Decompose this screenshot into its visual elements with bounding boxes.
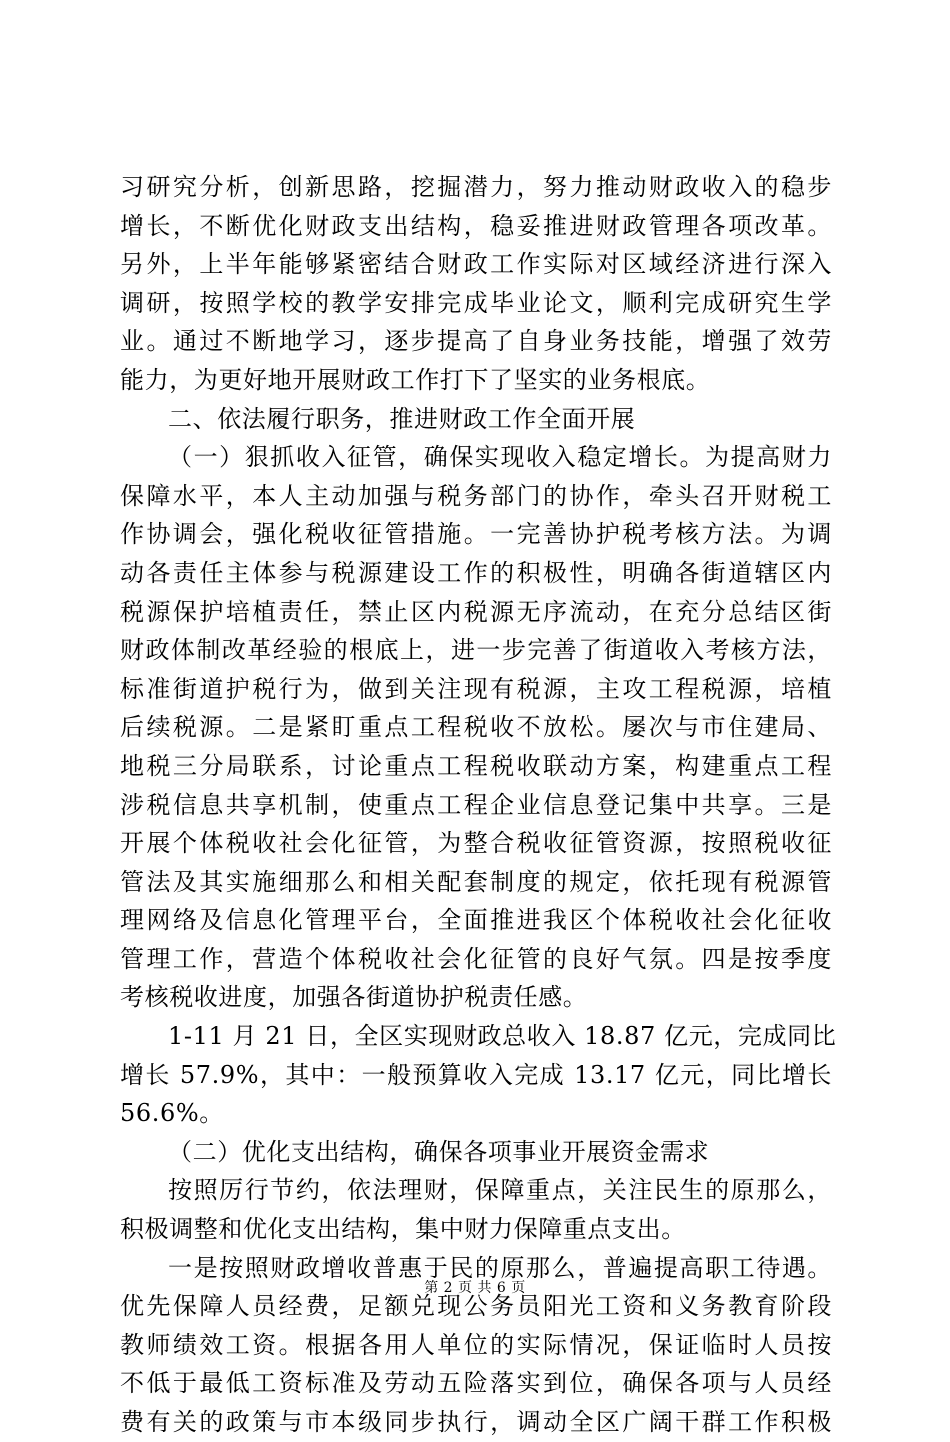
body-line: 能力，为更好地开展财政工作打下了坚实的业务根底。 [120, 365, 711, 394]
page-number-footer: 第 2 页 共 6 页 [424, 1280, 526, 1296]
body-line: 考核税收进度，加强各街道协护税责任感。 [120, 983, 588, 1012]
body-line: 优先保障人员经费，足额兑现公务员阳光工资和义务教育阶段 [120, 1292, 832, 1321]
body-line: 教师绩效工资。根据各用人单位的实际情况，保证临时人员按 [120, 1330, 832, 1359]
body-line: 一是按照财政增收普惠于民的原那么，普遍提高职工待遇。 [168, 1253, 832, 1282]
subsection-heading: （二）优化支出结构，确保各项事业开展资金需求 [168, 1137, 710, 1166]
body-line: 按照厉行节约，依法理财，保障重点，关注民生的原那么， [168, 1176, 832, 1205]
body-line: 保障水平，本人主动加强与税务部门的协作，牵头召开财税工 [120, 481, 832, 510]
body-line: 另外，上半年能够紧密结合财政工作实际对区域经济进行深入 [120, 250, 832, 279]
body-line: 开展个体税收社会化征管，为整合税收征管资源，按照税收征 [120, 829, 832, 858]
body-line: 税源保护培植责任，禁止区内税源无序流动，在充分总结区街 [120, 597, 832, 626]
body-line: 作协调会，强化税收征管措施。一完善协护税考核方法。为调 [120, 520, 832, 549]
body-line: 后续税源。二是紧盯重点工程税收不放松。屡次与市住建局、 [120, 713, 832, 742]
document-body [120, 168, 837, 1442]
body-line: 管理工作，营造个体税收社会化征管的良好气氛。四是按季度 [120, 944, 832, 973]
statistic-line: 1-11 月 21 日，全区实现财政总收入 18.87 亿元，完成同比 [168, 1022, 837, 1051]
body-line: 财政体制改革经验的根底上，进一步完善了街道收入考核方法， [120, 636, 832, 665]
body-line: 习研究分析，创新思路，挖掘潜力，努力推动财政收入的稳步 [120, 173, 832, 201]
body-line: 业。通过不断地学习，逐步提高了自身业务技能，增强了效劳 [120, 327, 832, 356]
section-heading: 二、依法履行职务，推进财政工作全面开展 [168, 404, 636, 433]
body-line: 不低于最低工资标准及劳动五险落实到位，确保各项与人员经 [120, 1369, 832, 1398]
statistic-line: 56.6%。 [120, 1099, 224, 1128]
body-line: 动各责任主体参与税源建设工作的积极性，明确各街道辖区内 [120, 558, 832, 587]
body-line: 理网络及信息化管理平台，全面推进我区个体税收社会化征收 [120, 906, 832, 935]
body-line: 调研，按照学校的教学安排完成毕业论文，顺利完成研究生学 [120, 288, 832, 317]
body-line: 涉税信息共享机制，使重点工程企业信息登记集中共享。三是 [120, 790, 832, 819]
subsection-heading: （一）狠抓收入征管，确保实现收入稳定增长。为提高财力 [168, 443, 832, 472]
body-line: 增长，不断优化财政支出结构，稳妥推进财政管理各项改革。 [120, 211, 832, 240]
body-line: 积极调整和优化支出结构，集中财力保障重点支出。 [120, 1215, 686, 1244]
statistic-line: 增长 57.9%，其中：一般预算收入完成 13.17 亿元，同比增长 [120, 1060, 832, 1089]
body-line: 管法及其实施细那么和相关配套制度的规定，依托现有税源管 [120, 867, 832, 896]
body-line: 费有关的政策与市本级同步执行，调动全区广阔干群工作积极 [120, 1408, 832, 1436]
body-line: 标准街道护税行为，做到关注现有税源，主攻工程税源，培植 [120, 674, 832, 703]
body-line: 地税三分局联系，讨论重点工程税收联动方案，构建重点工程 [120, 751, 832, 780]
